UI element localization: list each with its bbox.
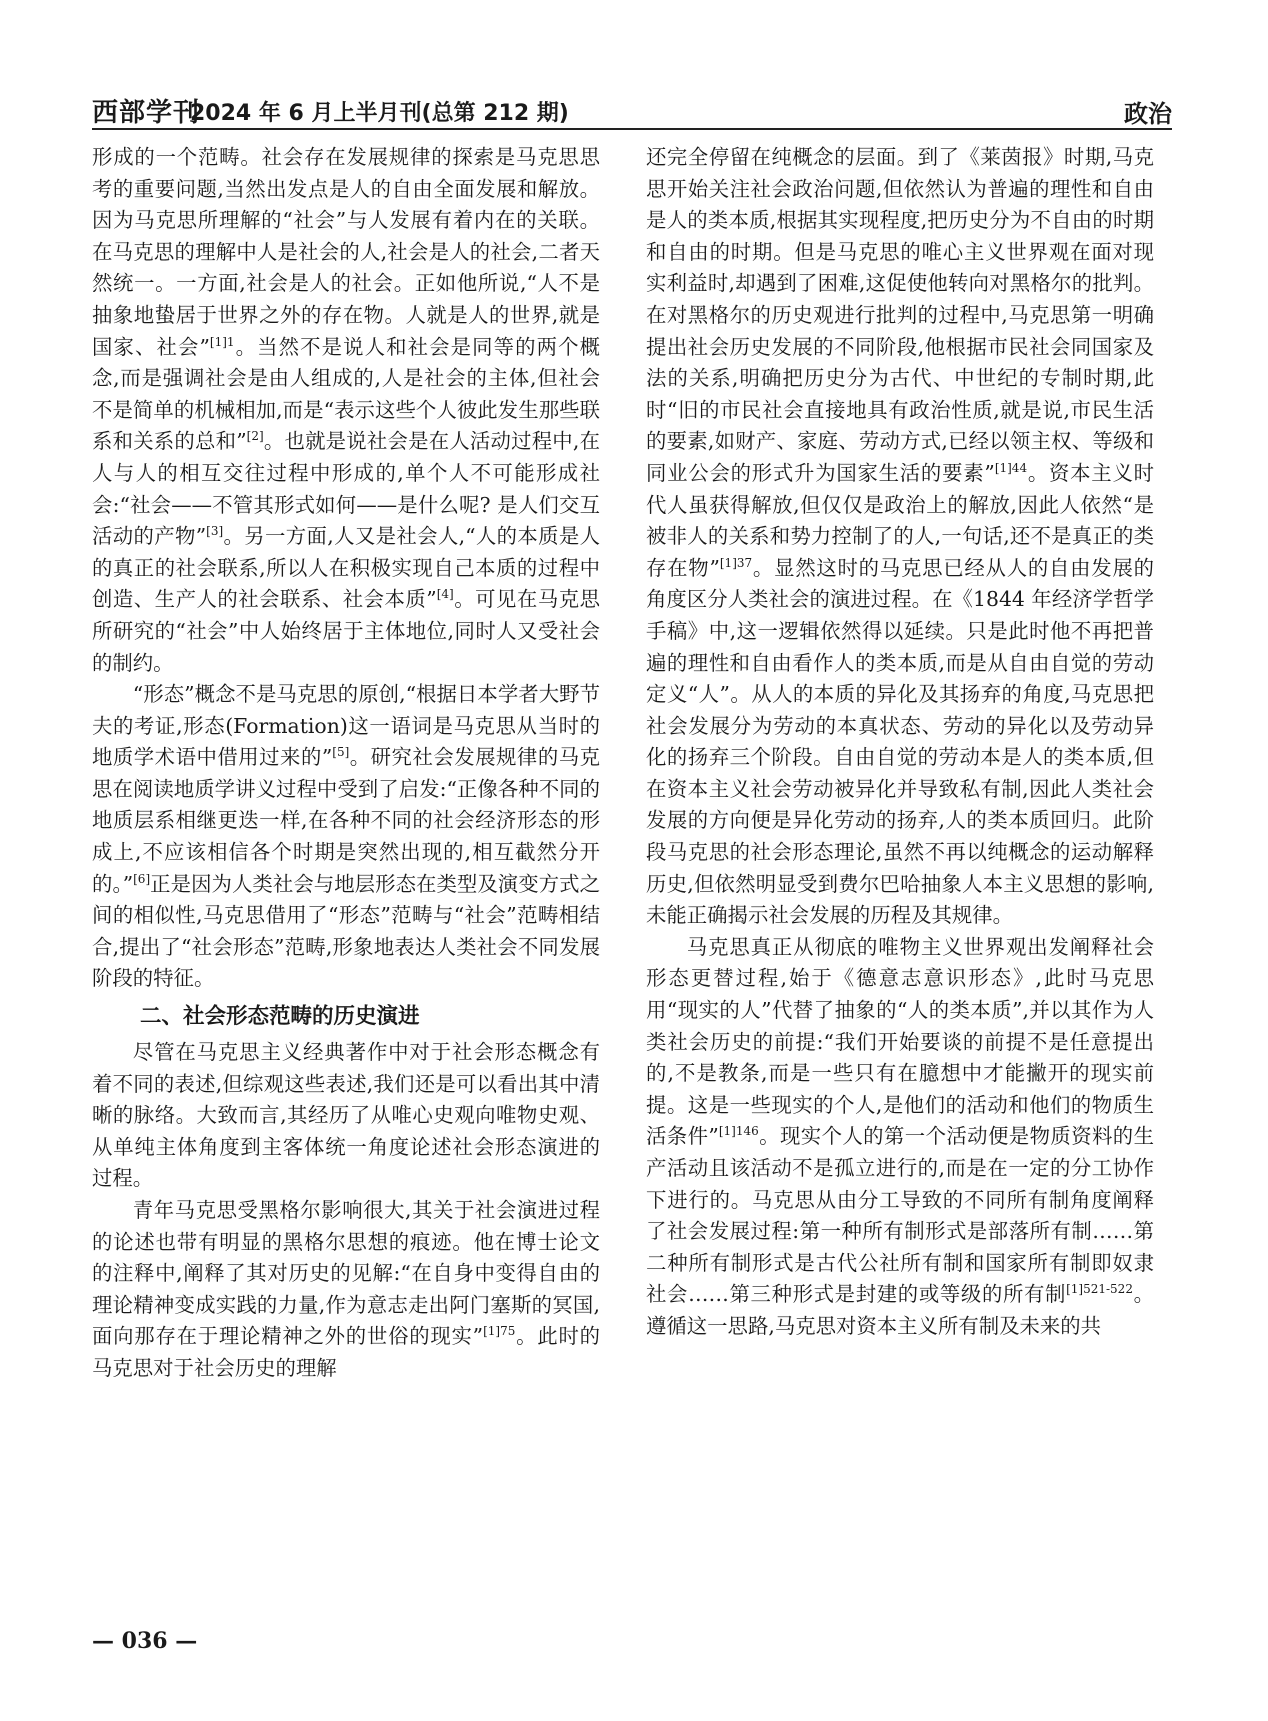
citation: [6] (133, 871, 151, 886)
left-column (92, 142, 600, 1385)
citation: [5] (332, 745, 350, 760)
citation: [1]521-522 (1066, 1282, 1133, 1297)
paragraph: 马克思真正从彻底的唯物主义世界观出发阐释社会形态更替过程,始于《德意志意识形态》,此时马克思用“现实的人”代替了抽象的“人的类本质”,并以其作为人类社会历史的前提:“我们开始要谈的前提不是任意提出的,不是教条,而是一些只有在臆想中才能撇开的现实前提。这是一些现实的个人,是他们的活动和他们的物质生活条件”$^{[1]146}$。现实个人的第一个活动便是物质资料的生产活动且该活动不是孤立进行的,而是在一定的分工协作下进行的。马克思从由分工导致的不同所有制角度阐释了社会发展过程:第一种所有制形式是部落所有制……第二种所有制形式是古代公社所有制和国家所有制即奴隶社会……第三种形式是封建的或等级的所有制$^{[1]521-522}$。遵循这一思路,马克思对资本主义所有制及未来的共 (646, 934, 1155, 1338)
citation: [1]1 (209, 334, 235, 349)
citation: [1]146 (718, 1124, 759, 1139)
journal-logo: 西部学刊 (92, 98, 201, 128)
right-column (646, 142, 1154, 1343)
section-name: 政治 (1124, 100, 1172, 128)
running-header (92, 92, 1172, 130)
paragraph: “形态”概念不是马克思的原创,“根据日本学者大野节夫的考证,形态(Formation)这一语词是马克思从当时的地质学术语中借用过来的”[5]。研究社会发展规律的马克思在阅读地质学讲义过程中受到了启发:“正像各种不同的地质层系相继更迭一样,在各种不同的社会经济形态的形成上,不应该相信各个时期是突然出现的,相互截然分开的。”[6]正是因为人类社会与地层形态在类型及演变方式之间的相似性,马克思借用了“形态”范畴与“社会”范畴相结合,提出了“社会形态”范畴,形象地表达人类社会不同发展阶段的特征。 (92, 682, 600, 991)
paragraph: 青年马克思受黑格尔影响很大,其关于社会演进过程的论述也带有明显的黑格尔思想的痕迹。他在博士论文的注释中,阐释了其对历史的见解:“在自身中变得自由的理论精神变成实践的力量,作为意志走出阿门塞斯的冥国,面向那存在于理论精神之外的世俗的现实”$^{[1]75}$。此时的马克思对于社会历史的理解 (92, 1198, 600, 1380)
section-heading: 二、社会形态范畴的历史演进 (140, 1004, 420, 1030)
issue-info: 2024 年 6 月上半月刊(总第 212 期) (190, 101, 569, 126)
paragraph: 尽管在马克思主义经典著作中对于社会形态概念有着不同的表述,但综观这些表述,我们还是可以看出其中清晰的脉络。大致而言,其经历了从唯心史观向唯物史观、从单纯主体角度到主客体统一角度论述社会形态演进的过程。 (92, 1040, 600, 1191)
citation: [2] (246, 429, 264, 444)
citation: [1]44 (994, 461, 1028, 476)
citation: [1]75 (483, 1324, 516, 1339)
page-number: — 036 — (92, 1628, 198, 1654)
citation: [3] (206, 524, 224, 539)
citation: [4] (436, 587, 454, 602)
paragraph: 还完全停留在纯概念的层面。到了《莱茵报》时期,马克思开始关注社会政治问题,但依然认为普遍的理性和自由是人的类本质,根据其实现程度,把历史分为不自由的时期和自由的时期。但是马克思的唯心主义世界观在面对现实利益时,却遇到了困难,这促使他转向对黑格尔的批判。在对黑格尔的历史观进行批判的过程中,马克思第一明确提出社会历史发展的不同阶段,他根据市民社会同国家及法的关系,明确把历史分为古代、中世纪的专制时期,此时“旧的市民社会直接地具有政治性质,就是说,市民生活的要素,如财产、家庭、劳动方式,已经以领主权、等级和同业公会的形式升为国家生活的要素”$^{[1]44}$。资本主义时代人虽获得解放,但仅仅是政治上的解放,因此人依然“是被非人的关系和势力控制了的人,一句话,还不是真正的类存在物”$^{[1]37}$。显然这时的马克思已经从人的自由发展的角度区分人类社会的演进过程。在《1844 年经济学哲学手稿》中,这一逻辑依然得以延续。只是此时他不再把普遍的理性和自由看作人的类本质,而是从自由自觉的劳动定义“人”。从人的本质的异化及其扬弃的角度,马克思把社会发展分为劳动的本真状态、劳动的异化以及劳动异化的扬弃三个阶段。自由自觉的劳动本是人的类本质,但在资本主义社会劳动被异化并导致私有制,因此人类社会发展的方向便是异化劳动的扬弃,人的类本质回归。此阶段马克思的社会形态理论,虽然不再以纯概念的运动解释历史,但依然明显受到费尔巴哈抽象人本主义思想的影响,未能正确揭示社会发展的历程及其规律。 (646, 145, 1154, 928)
citation: [1]37 (719, 555, 753, 570)
paragraph: 形成的一个范畴。社会存在发展规律的探索是马克思思考的重要问题,当然出发点是人的自由全面发展和解放。因为马克思所理解的“社会”与人发展有着内在的关联。在马克思的理解中人是社会的人,社会是人的社会,二者天然统一。一方面,社会是人的社会。正如他所说,“人不是抽象地蛰居于世界之外的存在物。人就是人的世界,就是国家、社会”$^{[1]1}$。当然不是说人和社会是同等的两个概念,而是强调社会是由人组成的,人是社会的主体,但社会不是简单的机械相加,而是“表示这些个人彼此发生那些联系和关系的总和”[2]。也就是说社会是在人活动过程中,在人与人的相互交往过程中形成的,单个人不可能形成社会:“社会——不管其形式如何——是什么呢? 是人们交互活动的产物”[3]。另一方面,人又是社会人,“人的本质是人的真正的社会联系,所以人在积极实现自己本质的过程中创造、生产人的社会联系、社会本质”[4]。可见在马克思所研究的“社会”中人始终居于主体地位,同时人又受社会的制约。 (92, 145, 600, 675)
